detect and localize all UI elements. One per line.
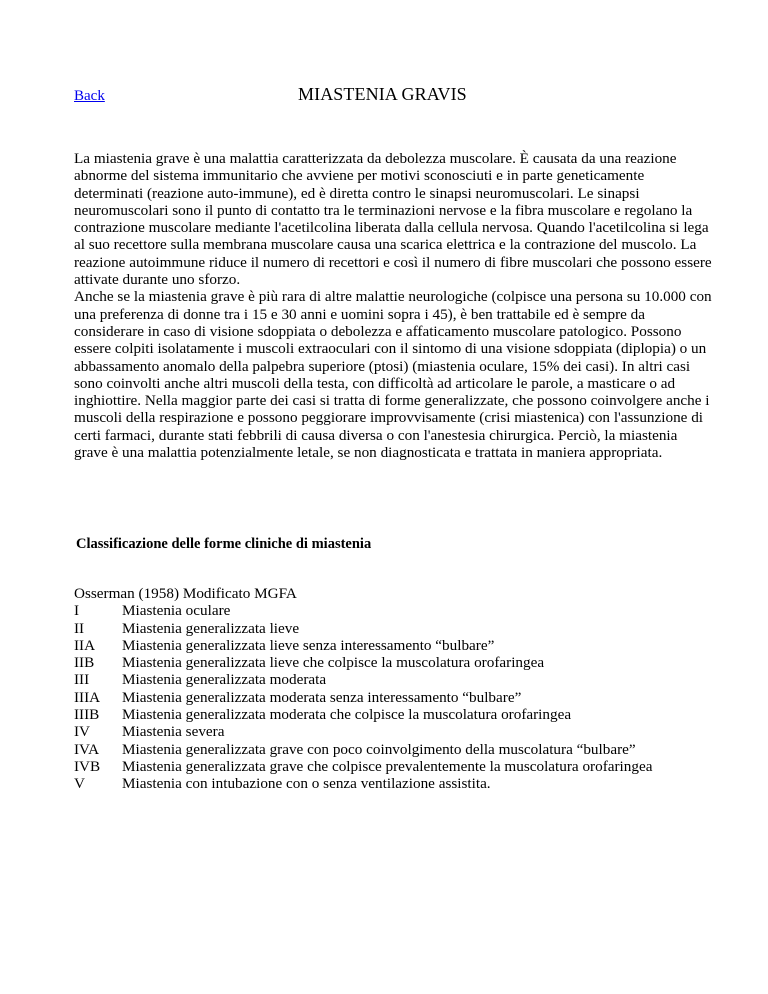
classification-row [74, 775, 734, 792]
class-code: II [74, 619, 85, 637]
class-code: IIB [74, 654, 95, 672]
classification-caption: Osserman (1958) Modificato MGFA [74, 585, 297, 602]
page-title: MIASTENIA GRAVIS [298, 84, 467, 104]
intro-paragraph-2: Anche se la miastenia grave è più rara di altre malattie neurologiche (colpisce una persona su 10.000 con una preferenza di donne tra i 15 e 30 anni e uomini sopra i 45), è ben trattabile ed è sempre da considerare in caso di visione sdoppiata o debolezza e affaticamento muscolare patologico. Possono essere colpiti isolatamente i muscoli extraoculari con il sintomo di una visione sdoppiata (diplopia) o un abbassamento anomalo della palpebra superiore (ptosi) (miastenia oculare, 15% dei casi). In altri casi sono coinvolti anche altri muscoli della testa, con difficoltà ad articolare le parole, a masticare o ad inghiottire. Nella maggior parte dei casi si tratta di forme generalizzate, che possono coinvolgere anche i muscoli della respirazione e possono peggiorare improvvisamente (crisi miastenica) con l'assunzione di certi farmaci, durante stati febbrili di causa diversa o con l'anestesia chirurgica. Perciò, la miastenia grave è una malattia potenzialmente letale, se non diagnosticata e trattata in maniera appropriata. [74, 288, 712, 462]
class-description: Miastenia generalizzata moderata [122, 671, 327, 689]
class-description: Miastenia generalizzata lieve senza interessamento “bulbare” [122, 636, 495, 654]
classification-row [74, 637, 734, 654]
class-code: IIIB [74, 706, 100, 724]
class-code: IV [74, 723, 91, 741]
class-description: Miastenia severa [122, 723, 225, 741]
section-heading: Classificazione delle forme cliniche di miastenia [76, 536, 372, 552]
classification-row [74, 723, 734, 740]
class-code: IVA [74, 740, 100, 758]
classification-row [74, 671, 734, 688]
page-header [74, 86, 734, 108]
class-description: Miastenia generalizzata lieve che colpisce la muscolatura orofaringea [122, 654, 545, 672]
class-code: V [74, 775, 85, 793]
classification-row [74, 706, 734, 723]
intro-text [74, 150, 714, 461]
classification-row [74, 602, 734, 619]
class-description: Miastenia generalizzata moderata che colpisce la muscolatura orofaringea [122, 706, 572, 724]
classification-row [74, 654, 734, 671]
classification-row [74, 689, 734, 706]
class-code: IIIA [74, 688, 101, 706]
classification-row [74, 741, 734, 758]
class-code: IVB [74, 757, 101, 775]
class-description: Miastenia generalizzata moderata senza interessamento “bulbare” [122, 688, 522, 706]
class-description: Miastenia generalizzata lieve [122, 619, 300, 637]
classification-row [74, 758, 734, 775]
class-description: Miastenia generalizzata grave che colpisce prevalentemente la muscolatura orofaringea [122, 757, 653, 775]
classification-row [74, 620, 734, 637]
class-code: I [74, 602, 80, 620]
class-description: Miastenia con intubazione con o senza ventilazione assistita. [122, 775, 491, 793]
class-description: Miastenia oculare [122, 602, 231, 620]
intro-paragraph-1: La miastenia grave è una malattia caratterizzata da debolezza muscolare. È causata da una reazione abnorme del sistema immunitario che avviene per motivi sconosciuti e in parte geneticamente determinati (reazione auto-immune), ed è diretta contro le sinapsi neuromuscolari. Le sinapsi neuromuscolari sono il punto di contatto tra le terminazioni nervose e la fibra muscolare e regolano la contrazione muscolare mediante l'acetilcolina liberata dalla cellula nervosa. Quando l'acetilcolina si lega al suo recettore sulla membrana muscolare causa una scarica elettrica e la contrazione del muscolo. La reazione autoimmune riduce il numero di recettori e così il numero di fibre muscolari che possono essere attivate durante uno sforzo. [74, 150, 712, 289]
class-description: Miastenia generalizzata grave con poco coinvolgimento della muscolatura “bulbare” [122, 740, 636, 758]
class-code: III [74, 671, 90, 689]
class-code: IIA [74, 636, 96, 654]
classification-list [74, 585, 734, 793]
back-link[interactable]: Back [74, 88, 105, 104]
